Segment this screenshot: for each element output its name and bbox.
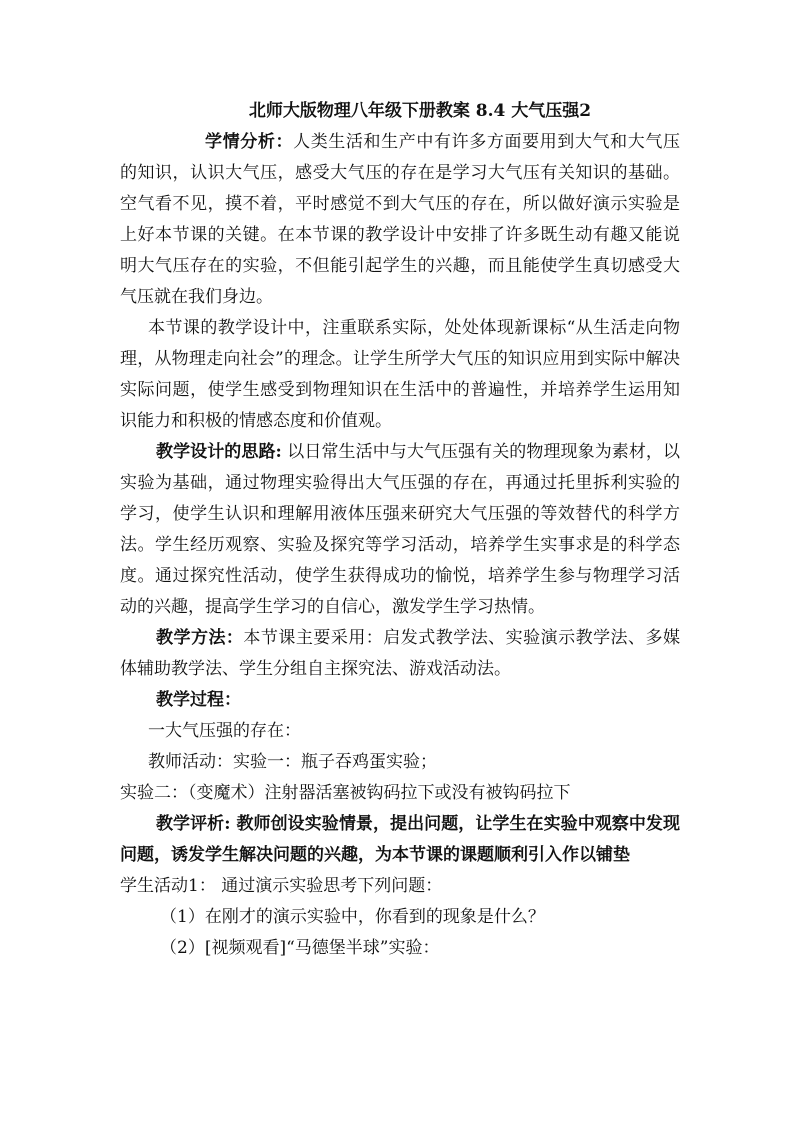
learning-analysis-label: 学情分析： <box>205 132 294 152</box>
teaching-evaluation-paragraph: 教学评析: 教师创设实验情景，提出问题，让学生在实验中观察中发现问题，诱发学生解决问题的兴趣，为本节课的课题顺利引入作以铺垫 <box>120 814 680 865</box>
teaching-process-heading: 教学过程： <box>156 690 241 710</box>
experiment2-line: 实验二：（变魔术）注射器活塞被钩码拉下或没有被钩码拉下 <box>120 783 571 803</box>
learning-analysis-text: 人类生活和生产中有许多方面要用到大气和大气压的知识，认识大气压，感受大气压的存在是学习大气压有关知识的基础。空气看不见，摸不着，平时感觉不到大气压的存在，所以做好演示实验是上好本节课的关键。在本节课的教学设计中安排了许多既生动有趣又能说明大气压存在的实验，不但能引起学生的兴趣，而且能使学生真切感受大气压就在我们身边。 <box>120 132 681 307</box>
design-concept-paragraph: 本节课的教学设计中，注重联系实际，处处体现新课标“从生活走向物理，从物理走向社会”的理念。让学生所学大气压的知识应用到实际中解决实际问题，使学生感受到物理知识在生活中的普遍性，并培养学生运用知识能力和积极的情感态度和价值观。 <box>120 318 680 431</box>
student-activity-heading: 学生活动1： 通过演示实验思考下列问题： <box>120 876 443 896</box>
document-page <box>120 96 680 964</box>
learning-analysis-paragraph <box>120 127 680 313</box>
design-idea-text: 以日常生活中与大气压强有关的物理现象为素材，以实验为基础，通过物理实验得出大气压强的存在，再通过托里拆利实验的学习，使学生认识和理解用液体压强来研究大气压强的等效替代的科学方法。学生经历观察、实验及探究等学习活动，培养学生实事求是的科学态度。通过探究性活动，使学生获得成功的愉悦，培养学生参与物理学习活动的兴趣，提高学生学习的自信心，激发学生学习热情。 <box>120 442 681 617</box>
question-1: （1）在刚才的演示实验中，你看到的现象是什么？ <box>160 907 545 927</box>
question-2: （2）[视频观看]“马德堡半球”实验： <box>160 938 440 958</box>
teaching-method-paragraph <box>120 623 680 685</box>
document-title: 北师大版物理八年级下册教案 8.4 大气压强2 <box>248 101 592 121</box>
teacher-activity-line: 教师活动：实验一：瓶子吞鸡蛋实验； <box>148 752 437 772</box>
teaching-method-label: 教学方法： <box>156 628 244 648</box>
design-idea-label: 教学设计的思路: <box>156 442 282 462</box>
part1-heading: 一大气压强的存在： <box>148 721 301 741</box>
design-idea-paragraph <box>120 437 680 623</box>
teaching-method-text: 本节课主要采用：启发式教学法、实验演示教学法、多媒体辅助教学法、学生分组自主探究法、游戏活动法。 <box>120 628 681 679</box>
